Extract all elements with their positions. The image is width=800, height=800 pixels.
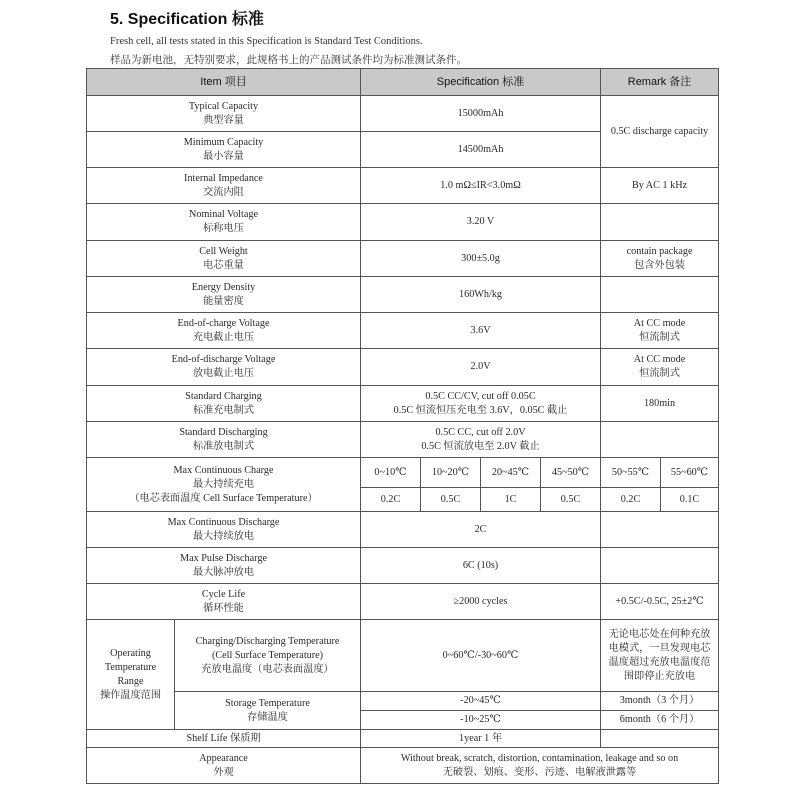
spec-appearance xyxy=(361,748,719,784)
item-label-en: Range xyxy=(117,675,144,687)
item-label-cn: 循环性能 xyxy=(203,602,244,614)
item-energy-density xyxy=(87,277,361,313)
remark-shelf-life xyxy=(601,730,719,748)
remark-standard-charging: 180min xyxy=(601,386,719,422)
item-operating-temperature-range xyxy=(87,620,175,730)
item-label-en: (Cell Surface Temperature) xyxy=(211,649,324,661)
item-label-en: Temperature xyxy=(104,661,157,673)
spec-max-pulse-discharge: 6C (10s) xyxy=(361,548,601,584)
spec-cell-weight: 300±5.0g xyxy=(361,241,601,277)
item-label-cn: 充放电温度（电芯表面温度） xyxy=(201,663,334,675)
spec-cycle-life: ≥2000 cycles xyxy=(361,584,601,620)
item-minimum-capacity xyxy=(87,132,361,168)
remark-max-continuous-discharge xyxy=(601,512,719,548)
table-row xyxy=(87,349,719,386)
remark-line: 围即停止充放电 xyxy=(623,670,696,682)
spec-line: 0.5C 恒流放电至 2.0V 截止 xyxy=(421,440,540,452)
charge-rate-cell: 0.2C xyxy=(601,488,661,512)
charge-rate-cell: 0.5C xyxy=(541,488,601,512)
header-remark: Remark 备注 xyxy=(601,69,719,96)
item-label-en: Cycle Life xyxy=(201,588,246,600)
spec-line: 0.5C 恒流恒压充电至 3.6V，0.05C 截止 xyxy=(393,404,568,416)
item-storage-temperature xyxy=(175,692,361,730)
item-label-en: Max Continuous Discharge xyxy=(167,516,280,528)
item-label-en: Nominal Voltage xyxy=(189,209,258,220)
item-internal-impedance xyxy=(87,168,361,204)
table-row xyxy=(87,241,719,277)
header-row xyxy=(87,69,719,96)
item-label-cn: 最大脉冲放电 xyxy=(192,566,255,578)
temp-range-cell: 10~20℃ xyxy=(421,458,481,488)
remark-max-pulse-discharge xyxy=(601,548,719,584)
header-specification: Specification 标准 xyxy=(361,69,601,96)
remark-line: contain package xyxy=(626,245,693,257)
remark-energy-density xyxy=(601,277,719,313)
charge-rate-cell: 0.5C xyxy=(421,488,481,512)
spec-line: Without break, scratch, distortion, contamination, leakage and so on xyxy=(400,752,679,764)
item-end-discharge-voltage xyxy=(87,349,361,386)
table-row xyxy=(87,748,719,784)
spec-charging-discharging-temperature: 0~60℃/-30~60℃ xyxy=(361,620,601,692)
temp-range-cell: 45~50℃ xyxy=(541,458,601,488)
table-row xyxy=(87,692,719,711)
temp-range-cell: 55~60℃ xyxy=(661,458,719,488)
remark-line: 电模式，一旦发现电芯 xyxy=(608,642,711,654)
table-row xyxy=(87,458,719,488)
spec-max-continuous-discharge: 2C xyxy=(361,512,601,548)
remark-end-charge-voltage xyxy=(601,313,719,349)
temp-range-cell: 50~55℃ xyxy=(601,458,661,488)
header-item: Item 项目 xyxy=(87,69,361,96)
table-row xyxy=(87,512,719,548)
remark-capacity: 0.5C discharge capacity xyxy=(601,96,719,168)
item-cycle-life xyxy=(87,584,361,620)
spec-line: 无破裂、划痕、变形、污迹、电解液泄露等 xyxy=(442,766,637,778)
spec-line: 0.5C CC/CV, cut off 0.05C xyxy=(425,390,536,402)
item-label-en: Internal Impedance xyxy=(184,172,263,184)
spec-internal-impedance: 1.0 mΩ≤IR<3.0mΩ xyxy=(361,168,601,204)
intro-chinese: 样品为新电池，无特别要求，此规格书上的产品测试条件均为标准测试条件。 xyxy=(110,55,467,66)
item-label-cn: 标准充电制式 xyxy=(192,404,255,416)
remark-charging-discharging-temperature xyxy=(601,620,719,692)
item-label-en: Operating xyxy=(110,647,151,659)
item-max-pulse-discharge xyxy=(87,548,361,584)
remark-line: At CC mode xyxy=(633,317,686,329)
remark-standard-discharging xyxy=(601,422,719,458)
item-label-en: Standard Discharging xyxy=(179,426,268,438)
item-label-en: Cell Weight xyxy=(199,245,248,257)
item-label-en: Max Continuous Charge xyxy=(173,464,274,476)
item-max-continuous-charge xyxy=(87,458,361,512)
item-cell-weight xyxy=(87,241,361,277)
table-row xyxy=(87,277,719,313)
item-label-cn: 交流内阻 xyxy=(203,186,244,198)
spec-storage-temperature-1: -20~45℃ xyxy=(361,692,601,711)
remark-internal-impedance: By AC 1 kHz xyxy=(601,168,719,204)
table-row xyxy=(87,96,719,132)
intro-english: Fresh cell, all tests stated in this Specification is Standard Test Conditions. xyxy=(110,36,423,47)
item-label-en: Standard Charging xyxy=(185,390,262,402)
item-shelf-life: Shelf Life 保质期 xyxy=(87,730,361,748)
table-row xyxy=(87,204,719,241)
remark-line: 温度超过充放电温度范 xyxy=(608,656,711,668)
item-label-cn: 最大持续放电 xyxy=(192,530,255,542)
spec-line: 0.5C CC, cut off 2.0V xyxy=(435,426,526,438)
item-label-cn: 放电截止电压 xyxy=(192,368,255,379)
table-row xyxy=(87,168,719,204)
temp-range-cell: 0~10℃ xyxy=(361,458,421,488)
spec-end-discharge-voltage: 2.0V xyxy=(361,349,601,386)
item-nominal-voltage xyxy=(87,204,361,241)
table-row xyxy=(87,548,719,584)
remark-cell-weight xyxy=(601,241,719,277)
item-label-cn: 最小容量 xyxy=(203,150,244,162)
item-label-en: Typical Capacity xyxy=(188,100,259,112)
spec-standard-discharging xyxy=(361,422,601,458)
remark-line: 无论电芯处在何种充放 xyxy=(608,628,711,640)
remark-line: At CC mode xyxy=(633,354,686,365)
spec-nominal-voltage: 3.20 V xyxy=(361,204,601,241)
item-label-cn: 存储温度 xyxy=(247,711,288,723)
table-row xyxy=(87,620,719,692)
charge-rate-cell: 0.2C xyxy=(361,488,421,512)
section-title: 5. Specification 标准 xyxy=(110,11,264,28)
spec-end-charge-voltage: 3.6V xyxy=(361,313,601,349)
temp-range-cell: 20~45℃ xyxy=(481,458,541,488)
remark-storage-temperature-2: 6month（6 个月） xyxy=(601,711,719,730)
item-typical-capacity xyxy=(87,96,361,132)
table-row xyxy=(87,422,719,458)
remark-storage-temperature-1: 3month（3 个月） xyxy=(601,692,719,711)
spec-minimum-capacity: 14500mAh xyxy=(361,132,601,168)
item-label-en: Appearance xyxy=(199,752,248,764)
item-label-cn: 典型容量 xyxy=(203,114,244,126)
table-row xyxy=(87,730,719,748)
item-label-en: End-of-charge Voltage xyxy=(177,317,270,329)
item-standard-charging xyxy=(87,386,361,422)
item-label-en: Storage Temperature xyxy=(225,697,310,709)
item-label-en: End-of-discharge Voltage xyxy=(171,354,276,365)
remark-end-discharge-voltage xyxy=(601,349,719,386)
spec-shelf-life: 1year 1 年 xyxy=(361,730,601,748)
spec-typical-capacity: 15000mAh xyxy=(361,96,601,132)
table-row xyxy=(87,313,719,349)
item-standard-discharging xyxy=(87,422,361,458)
item-label-en: Charging/Discharging Temperature xyxy=(195,635,340,647)
specification-table xyxy=(86,68,719,784)
item-label-en: Max Pulse Discharge xyxy=(180,552,267,564)
item-label-note: （电芯表面温度 Cell Surface Temperature） xyxy=(129,492,318,504)
item-label-cn: 操作温度范围 xyxy=(99,689,162,701)
remark-line: 包含外包装 xyxy=(634,259,685,271)
table-row xyxy=(87,584,719,620)
item-label-en: Energy Density xyxy=(191,281,256,293)
remark-cycle-life: +0.5C/-0.5C, 25±2℃ xyxy=(601,584,719,620)
item-label-en: Minimum Capacity xyxy=(183,136,264,148)
item-label-cn: 外观 xyxy=(213,766,234,778)
spec-storage-temperature-2: -10~25℃ xyxy=(361,711,601,730)
remark-nominal-voltage xyxy=(601,204,719,241)
charge-rate-cell: 0.1C xyxy=(661,488,719,512)
item-label-cn: 标准放电制式 xyxy=(192,440,255,452)
remark-line: 恒流制式 xyxy=(639,368,680,379)
remark-line: 恒流制式 xyxy=(639,331,680,343)
spec-energy-density: 160Wh/kg xyxy=(361,277,601,313)
item-label-cn: 能量密度 xyxy=(203,295,244,307)
table-row xyxy=(87,386,719,422)
item-label-cn: 标称电压 xyxy=(203,223,244,234)
item-max-continuous-discharge xyxy=(87,512,361,548)
charge-rate-cell: 1C xyxy=(481,488,541,512)
item-label-cn: 最大持续充电 xyxy=(192,478,255,490)
spec-standard-charging xyxy=(361,386,601,422)
item-charging-discharging-temperature xyxy=(175,620,361,692)
item-appearance xyxy=(87,748,361,784)
item-label-cn: 电芯重量 xyxy=(203,259,244,271)
item-label-cn: 充电截止电压 xyxy=(192,331,255,343)
item-end-charge-voltage xyxy=(87,313,361,349)
